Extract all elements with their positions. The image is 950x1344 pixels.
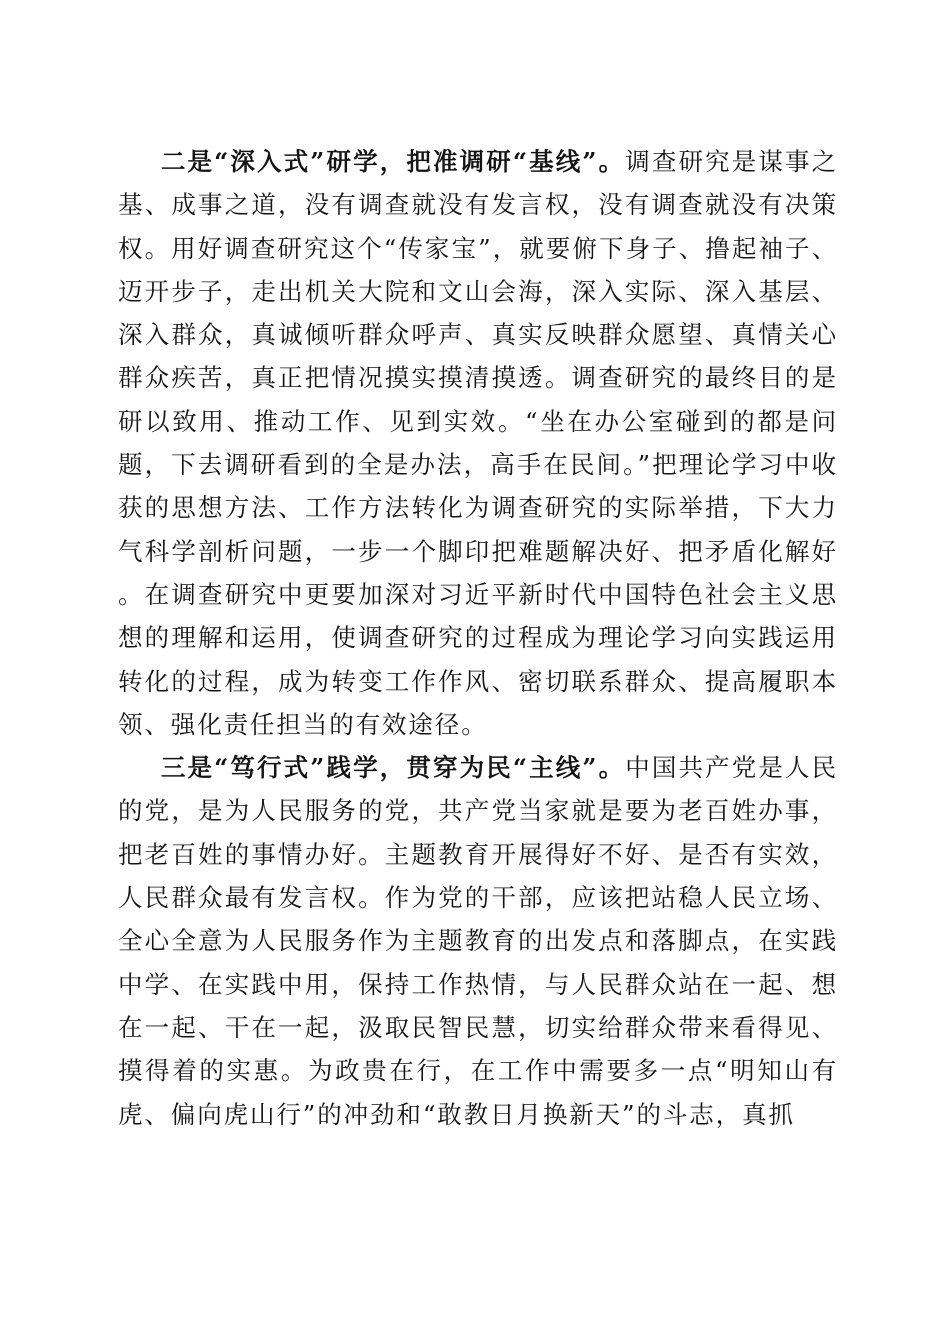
paragraph-heading: 三是“笃行式”践学，贯穿为民“主线”。 (160, 753, 626, 783)
paragraph-body: 中国共产党是人民的党，是为人民服务的党，共产党当家就是要为老百姓办事，把老百姓的事情办好。主题教育开展得好不好、是否有实效，人民群众最有发言权。作为党的干部，应该把站稳人民立场、全心全意为人民服务作为主题教育的出发点和落脚点，在实践中学、在实践中用，保持工作热情，与人民群众站在一起、想在一起、干在一起，汲取民智民慧，切实给群众带来看得见、摸得着的实惠。为政贵在行，在工作中需要多一点“明知山有虎、偏向虎山行”的冲劲和“敢教日月换新天”的斗志，真抓 (118, 753, 839, 1129)
body-text (118, 140, 838, 1136)
paragraph-research (118, 140, 838, 746)
paragraph-practice (118, 746, 838, 1136)
paragraph-heading: 二是“深入式”研学，把准调研“基线”。 (160, 147, 626, 176)
paragraph-body: 调查研究是谋事之基、成事之道，没有调查就没有发言权，没有调查就没有决策权。用好调查研究这个“传家宝”，就要俯下身子、撸起袖子、迈开步子，走出机关大院和文山会海，深入实际、深入基层、深入群众，真诚倾听群众呼声、真实反映群众愿望、真情关心群众疾苦，真正把情况摸实摸清摸透。调查研究的最终目的是研以致用、推动工作、见到实效。“坐在办公室碰到的都是问题，下去调研看到的全是办法，高手在民间。”把理论学习中收获的思想方法、工作方法转化为调查研究的实际举措，下大力气科学剖析问题，一步一个脚印把难题解决好、把矛盾化解好。在调查研究中更要加深对习近平新时代中国特色社会主义思想的理解和运用，使调查研究的过程成为理论学习向实践运用转化的过程，成为转变工作作风、密切联系群众、提高履职本领、强化责任担当的有效途径。 (118, 147, 839, 739)
